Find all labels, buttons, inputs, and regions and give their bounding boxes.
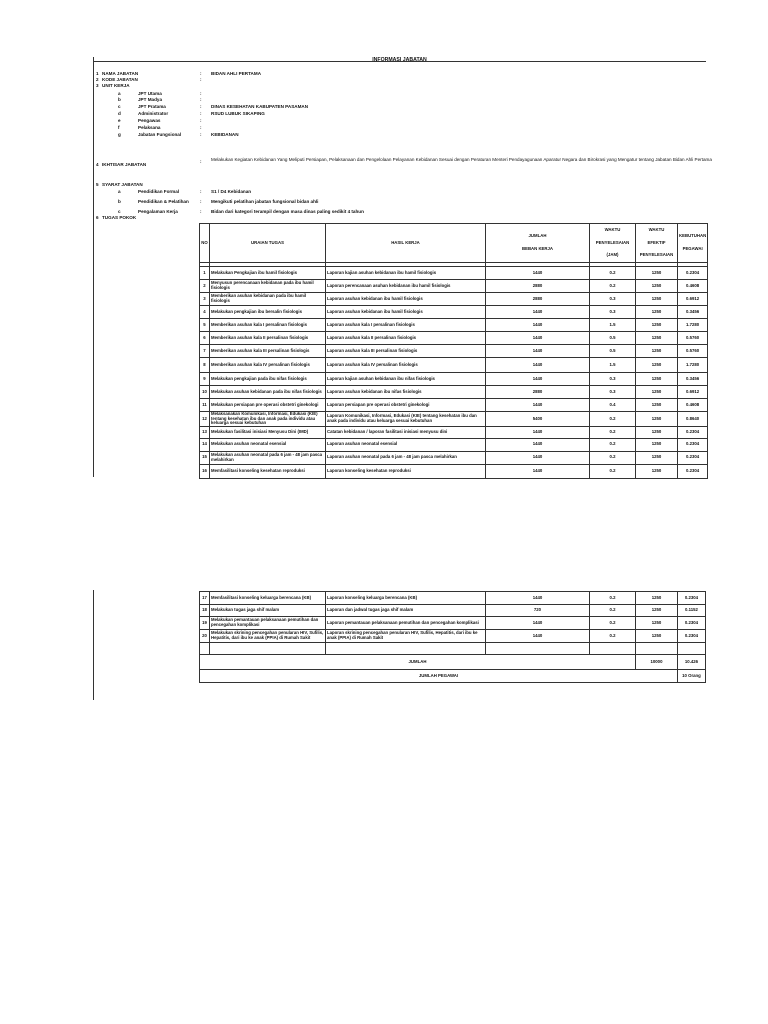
- row-jumlah: 1440: [486, 332, 590, 345]
- row-hasil: Laporan asuhan kala II persalinan fisiologis: [326, 332, 486, 345]
- row-waktu: 0.3: [590, 306, 636, 319]
- col-uraian: URAIAN TUGAS: [210, 224, 326, 263]
- row-hasil: Laporan konseling keluarga berencana (KB): [326, 592, 486, 605]
- row-kebutuhan: 0.2304: [678, 464, 708, 478]
- row-no: 6: [200, 332, 210, 345]
- row-no: 7: [200, 345, 210, 358]
- row-hasil: Laporan perencanaan asuhan kebidanan ibu hamil fisiologis: [326, 280, 486, 293]
- table-body-page2: [200, 592, 706, 643]
- row-kebutuhan: 1.7280: [678, 358, 708, 373]
- row-hasil: Laporan dan jadwal tugas jaga shif malam: [326, 605, 486, 617]
- row-uraian: Melakukan asuhan kebidanan pada ibu nifas fisiologis: [210, 386, 326, 399]
- row-no: 1: [200, 267, 210, 280]
- row-no: 18: [200, 605, 210, 617]
- total-label: JUMLAH: [200, 655, 636, 670]
- row-uraian: Melakukan persiapan pre operasi obstetri ginekologi: [210, 399, 326, 412]
- row-uraian: Memberikan asuhan kala II persalinan fisiologis: [210, 332, 326, 345]
- row-waktu: 0.2: [590, 617, 636, 630]
- row-waktu: 0.2: [590, 426, 636, 438]
- row-uraian: Melakukan fasilitasi inisiasi Menyusu Dini (IMD): [210, 426, 326, 438]
- row-no: 4: [200, 306, 210, 319]
- row-kebutuhan: 0.2304: [678, 617, 706, 630]
- row-efektif: 1250: [636, 592, 678, 605]
- row-hasil: Laporan persiapan pre operasi obstetri ginekologi: [326, 399, 486, 412]
- row-kebutuhan: 0.2304: [678, 630, 706, 643]
- row-waktu: 0.3: [590, 386, 636, 399]
- row-uraian: Melakukan tugas jaga shif malam: [210, 605, 326, 617]
- table-row: [200, 399, 708, 412]
- row-no: 19: [200, 617, 210, 630]
- row-waktu: 0.5: [590, 332, 636, 345]
- col-jumlah: JUMLAH BEBAN KERJA: [486, 224, 590, 263]
- row-no: 14: [200, 438, 210, 451]
- row-uraian: Melakukan asuhan neonatal pada 6 jam - 48 jam pasca melahirkan: [210, 451, 326, 464]
- row-uraian: Melakukan pengkajian ibu bersalin fisiologis: [210, 306, 326, 319]
- table-body-page1: [200, 267, 708, 479]
- row-jumlah: 1440: [486, 630, 590, 643]
- row-uraian: Melakukan Pengkajian ibu hamil fisiologis: [210, 267, 326, 280]
- col-efektif: WAKTU EFEKTIF PENYELESAIAN: [636, 224, 678, 263]
- row-jumlah: 1440: [486, 592, 590, 605]
- row-kebutuhan: 0.4608: [678, 280, 708, 293]
- empty-row: [200, 643, 706, 655]
- row-efektif: 1250: [636, 373, 678, 386]
- row-uraian: Memberikan asuhan kala III persalinan fisiologis: [210, 345, 326, 358]
- row-kebutuhan: 1.7280: [678, 319, 708, 332]
- row-waktu: 0.2: [590, 605, 636, 617]
- row-efektif: 1250: [636, 332, 678, 345]
- col-waktu: WAKTU PENYELESAIAN (JAM): [590, 224, 636, 263]
- row-waktu: 0.2: [590, 438, 636, 451]
- total-kebutuhan: 10.426: [678, 655, 706, 670]
- row-jumlah: 1440: [486, 319, 590, 332]
- table-row: [200, 605, 706, 617]
- left-border-page1: [93, 57, 94, 477]
- total-row: [200, 655, 706, 670]
- row-no: 10: [200, 386, 210, 399]
- table-row: [200, 438, 708, 451]
- row-hasil: Laporan Komunikasi, Informasi, Edukasi (KIE) tentang kesehatan ibu dan anak pada individu atau keluarga sesuai kebutuhan: [326, 412, 486, 427]
- col-kebutuhan: KEBUTUHAN PEGAWAI: [678, 224, 708, 263]
- row-efektif: 1250: [636, 464, 678, 478]
- row-jumlah: 1440: [486, 306, 590, 319]
- table-row: [200, 319, 708, 332]
- left-border-page2: [93, 590, 94, 700]
- row-no: 3: [200, 293, 210, 306]
- row-waktu: 0.2: [590, 267, 636, 280]
- pegawai-row: [200, 670, 706, 683]
- row-hasil: Laporan asuhan neonatal esensial: [326, 438, 486, 451]
- table-row: [200, 358, 708, 373]
- row-hasil: Laporan asuhan kebidanan ibu hamil fisiologis: [326, 293, 486, 306]
- row-efektif: 1250: [636, 630, 678, 643]
- row-hasil: Laporan asuhan kebidanan ibu hamil fisiologis: [326, 306, 486, 319]
- row-efektif: 1250: [636, 426, 678, 438]
- row-no: 20: [200, 630, 210, 643]
- row-efektif: 1250: [636, 386, 678, 399]
- row-kebutuhan: 0.8640: [678, 412, 708, 427]
- row-hasil: Laporan asuhan neonatal pada 6 jam - 48 jam pasca melahirkan: [326, 451, 486, 464]
- table-row: [200, 373, 708, 386]
- row-kebutuhan: 0.4608: [678, 399, 708, 412]
- row-jumlah: 1440: [486, 399, 590, 412]
- row-jumlah: 2880: [486, 386, 590, 399]
- row-uraian: Melakukan asuhan neonatal esensial: [210, 438, 326, 451]
- row-no: 17: [200, 592, 210, 605]
- row-kebutuhan: 0.2304: [678, 267, 708, 280]
- row-hasil: Laporan asuhan kala III persalinan fisiologis: [326, 345, 486, 358]
- row-efektif: 1250: [636, 438, 678, 451]
- row-waktu: 0.2: [590, 592, 636, 605]
- row-uraian: Memberikan asuhan kala I persalinan fisiologis: [210, 319, 326, 332]
- row-kebutuhan: 0.6912: [678, 386, 708, 399]
- page-title: INFORMASI JABATAN: [372, 57, 427, 63]
- row-kebutuhan: 0.5760: [678, 345, 708, 358]
- row-uraian: Memfasilitasi konseling kesehatan reproduksi: [210, 464, 326, 478]
- row-jumlah: 1440: [486, 464, 590, 478]
- row-kebutuhan: 0.2304: [678, 438, 708, 451]
- col-hasil: HASIL KERJA: [326, 224, 486, 263]
- row-uraian: Memberikan asuhan kala IV persalinan fisiologis: [210, 358, 326, 373]
- row-jumlah: 5400: [486, 412, 590, 427]
- table-row: [200, 267, 708, 280]
- row-efektif: 1250: [636, 358, 678, 373]
- table-row: [200, 617, 706, 630]
- row-jumlah: 2880: [486, 293, 590, 306]
- row-uraian: Melakukan pengkajian pada ibu nifas fisiologis: [210, 373, 326, 386]
- table-row: [200, 386, 708, 399]
- row-kebutuhan: 0.3456: [678, 306, 708, 319]
- row-hasil: Laporan kajian asuhan kebidanan ibu hamil fisiologis: [326, 267, 486, 280]
- row-hasil: Laporan konseling kesehatan reproduksi: [326, 464, 486, 478]
- row-kebutuhan: 0.2304: [678, 426, 708, 438]
- info-section: 1 NAMA JABATAN : BIDAN AHLI PERTAMA 2 KODE JABATAN : 3 UNIT KERJA a JPT Utama : b JPT Madya : c JPT Pratama : DINAS KESEHATAN KABUPATEN PASAMAN d Administrator : RSUD LUBUK SIKAPING e Pengawas : f Pelaksana : g Jabatan Fungsional : KEBIDANAN 4 IKHTISAR JABATAN : Melakukan Kegiatan Kebidanan Yang Meliputi Persiapan, Pelaksanaan dan Pengelolaan Pelayanan Kebidanan Sesuai dengan Peraturan Menteri Pendayagunaan Aparatur Negara dan Birokrasi yang Mengatur tentang Jabatan Bidan Ahli Pertama 5 SYARAT JABATAN a Pendidikan Formal : S1 / D4 Kebidanan b Pendidikan & Pelatihan : Mengikuti pelatihan jabatan fungsional bidan ahli c Pengalaman Kerja : Bidan dari kategori terampil dengan masa dinas paling sedikit 4 tahun 6 TUGAS POKOK: [96, 71, 712, 220]
- row-hasil: Laporan asuhan kebidanan ibu nifas fisiologis: [326, 386, 486, 399]
- row-waktu: 0.2: [590, 280, 636, 293]
- row-efektif: 1250: [636, 293, 678, 306]
- pegawai-label: JUMLAH PEGAWAI: [200, 670, 678, 683]
- row-waktu: 0.4: [590, 399, 636, 412]
- row-no: 16: [200, 464, 210, 478]
- row-no: 12: [200, 412, 210, 427]
- row-kebutuhan: 0.3456: [678, 373, 708, 386]
- row-uraian: Melaksanakan Komunikasi, Informasi, Edukasi (KIE) tentang kesehatan ibu dan anak pada individu atau keluarga sesuai kebutuhan: [210, 412, 326, 427]
- row-waktu: 0.2: [590, 464, 636, 478]
- table-row: [200, 451, 708, 464]
- row-uraian: Memfasilitasi konseling keluarga berencana (KB): [210, 592, 326, 605]
- row-hasil: Laporan pemantauan pelaksanaan pemutihan dan pencegahan komplikasi: [326, 617, 486, 630]
- row-efektif: 1250: [636, 280, 678, 293]
- row-waktu: 0.3: [590, 293, 636, 306]
- row-no: 13: [200, 426, 210, 438]
- row-jumlah: 1440: [486, 617, 590, 630]
- row-kebutuhan: 0.6912: [678, 293, 708, 306]
- row-no: 15: [200, 451, 210, 464]
- row-hasil: Laporan asuhan kala IV persalinan fisiologis: [326, 358, 486, 373]
- row-uraian: Memberikan asuhan kebidanan pada ibu hamil fisiologis: [210, 293, 326, 306]
- row-kebutuhan: 0.1152: [678, 605, 706, 617]
- table-row: [200, 293, 708, 306]
- row-efektif: 1250: [636, 451, 678, 464]
- row-jumlah: 1440: [486, 267, 590, 280]
- row-waktu: 0.5: [590, 345, 636, 358]
- total-efektif: 10000: [636, 655, 678, 670]
- table-row: [200, 332, 708, 345]
- row-no: 9: [200, 373, 210, 386]
- row-kebutuhan: 0.2304: [678, 451, 708, 464]
- row-no: 2: [200, 280, 210, 293]
- row-no: 11: [200, 399, 210, 412]
- row-uraian: Menyusun perencanaan kebidanan pada ibu hamil fisiologis: [210, 280, 326, 293]
- row-uraian: Melakukan skrining pencegahan penularan HIV, Sufilis, Hepatitis, dari ibu ke anak (PPIA) di Rumah Sakit: [210, 630, 326, 643]
- table-row: [200, 345, 708, 358]
- row-efektif: 1250: [636, 605, 678, 617]
- row-efektif: 1250: [636, 617, 678, 630]
- row-jumlah: 2880: [486, 280, 590, 293]
- row-kebutuhan: 0.5760: [678, 332, 708, 345]
- row-hasil: Laporan asuhan kala I persalinan fisiologis: [326, 319, 486, 332]
- row-no: 8: [200, 358, 210, 373]
- table-row: [200, 464, 708, 478]
- row-waktu: 1.5: [590, 319, 636, 332]
- row-hasil: Catatan kebidanan / laporan fasilitasi inisiasi menyusu dini: [326, 426, 486, 438]
- row-efektif: 1250: [636, 319, 678, 332]
- pegawai-value: 10 Orang: [678, 670, 706, 683]
- tugas-table-page1: [199, 223, 708, 479]
- row-hasil: Laporan skrining pencegahan penularan HIV, Sufilis, Hepatitis, dari ibu ke anak (PPIA) di Rumah Sakit: [326, 630, 486, 643]
- row-waktu: 0.2: [590, 630, 636, 643]
- row-uraian: Melakukan pemantauan pelaksanaan pemutihan dan pencegahan komplikasi: [210, 617, 326, 630]
- row-no: 5: [200, 319, 210, 332]
- tugas-table-page2: [199, 591, 706, 683]
- row-hasil: Laporan kajian asuhan kebidanan ibu nifas fisiologis: [326, 373, 486, 386]
- row-efektif: 1250: [636, 345, 678, 358]
- row-waktu: 0.2: [590, 412, 636, 427]
- row-waktu: 1.5: [590, 358, 636, 373]
- row-efektif: 1250: [636, 412, 678, 427]
- row-efektif: 1250: [636, 267, 678, 280]
- table-header: [200, 224, 708, 263]
- row-jumlah: 1440: [486, 345, 590, 358]
- table-row: [200, 280, 708, 293]
- row-waktu: 0.3: [590, 373, 636, 386]
- row-efektif: 1250: [636, 306, 678, 319]
- row-jumlah: 1440: [486, 438, 590, 451]
- row-jumlah: 1440: [486, 426, 590, 438]
- row-efektif: 1250: [636, 399, 678, 412]
- table-row: [200, 592, 706, 605]
- table-row: [200, 426, 708, 438]
- table-row: [200, 306, 708, 319]
- col-no: NO: [200, 224, 210, 263]
- row-kebutuhan: 0.2304: [678, 592, 706, 605]
- table-row: [200, 412, 708, 427]
- row-jumlah: 720: [486, 605, 590, 617]
- table-row: [200, 630, 706, 643]
- row-jumlah: 1440: [486, 373, 590, 386]
- row-jumlah: 1440: [486, 358, 590, 373]
- row-jumlah: 1440: [486, 451, 590, 464]
- row-waktu: 0.2: [590, 451, 636, 464]
